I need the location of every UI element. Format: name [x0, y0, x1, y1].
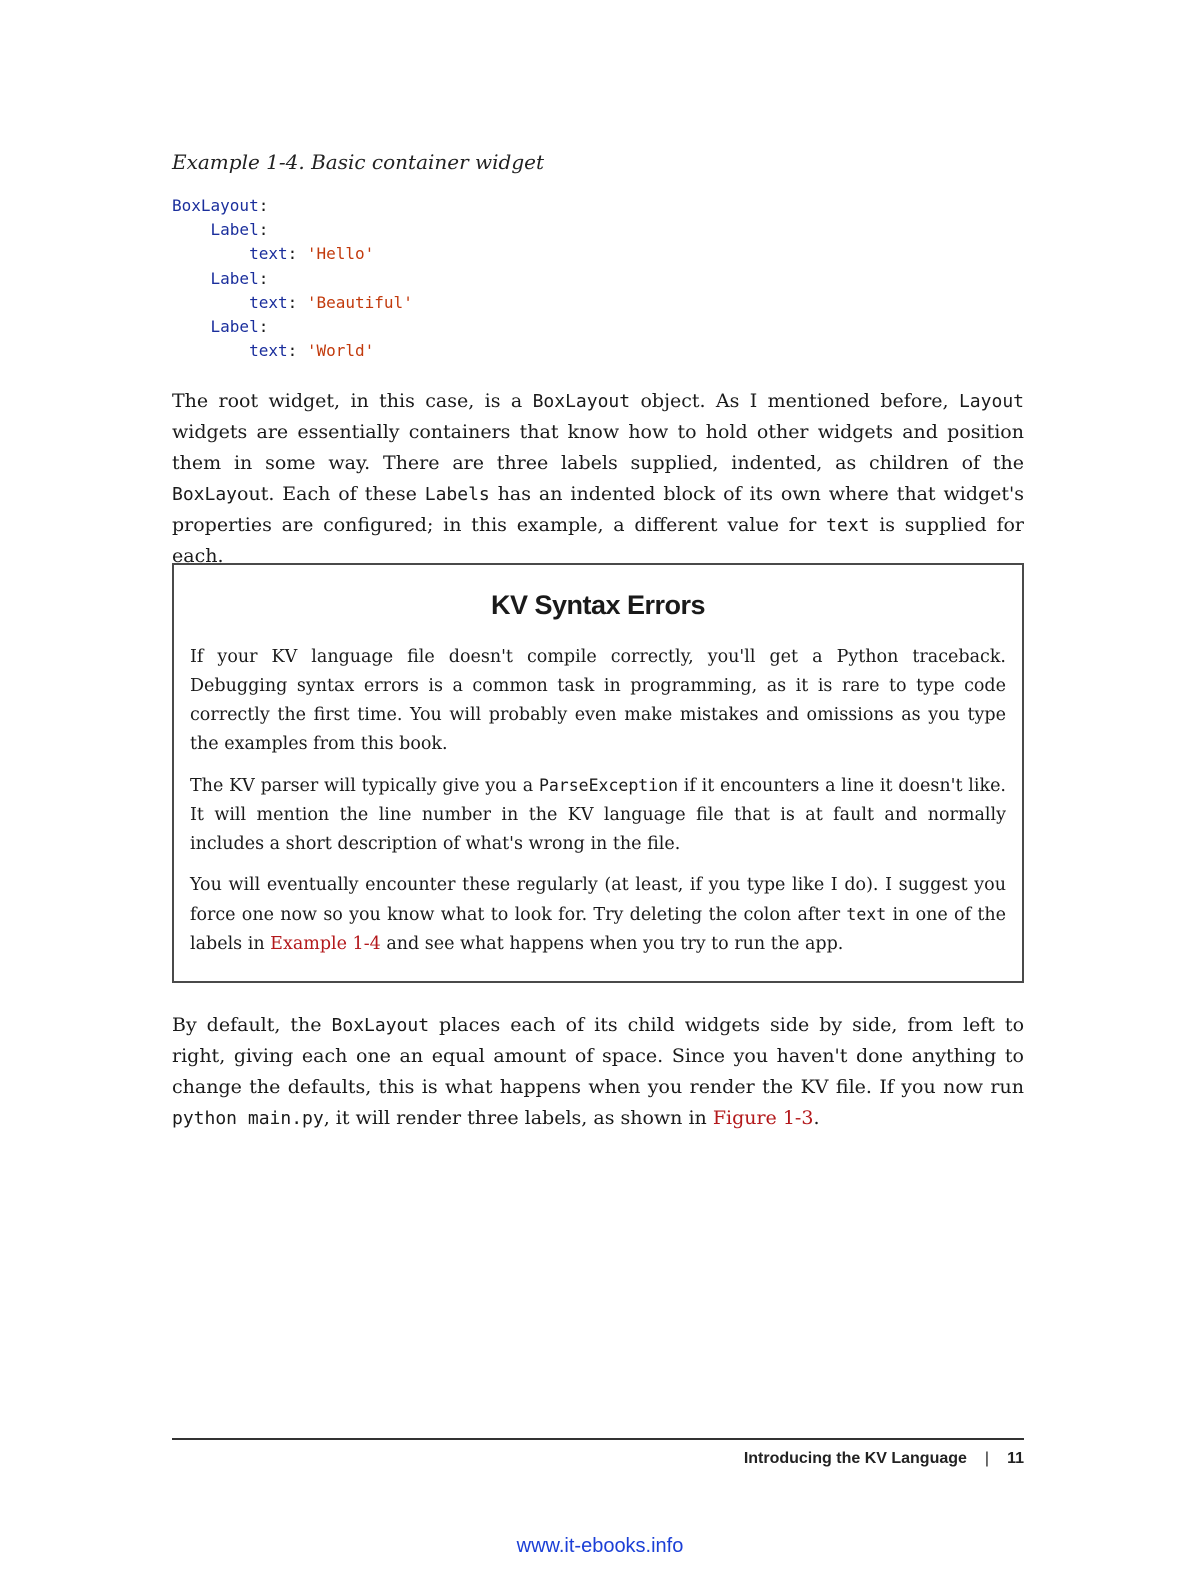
code-key: text [249, 292, 288, 312]
sidebar-title: KV Syntax Errors [490, 590, 706, 620]
example-link[interactable]: Example 1-4 [270, 934, 381, 954]
sidebar-paragraph-3: You will eventually encounter these regularly (at least, if you type like I do). I suggest you force one now so you know what to look for. Try deleting the colon after text in one of the labels in Example 1-4 and see what happens when you try to run the app. [190, 875, 1006, 954]
code-line: Label: [210, 268, 269, 288]
watermark-link[interactable]: www.it-ebooks.info [516, 1535, 684, 1557]
code-string: 'Beautiful' [306, 292, 413, 312]
example-caption: Example 1-4. Basic container widget [172, 150, 545, 174]
code-key: Label [210, 220, 259, 240]
body-paragraph-2: By default, the BoxLayout places each of its child widgets side by side, from left to right, giving each one an equal amount of space. Since you haven't done anything to change the defaults, this is what happens when you render the KV file. If you now run python main.py, it will render three labels, as shown in Figure 1-3. [172, 1014, 1025, 1129]
code-line: text: 'World' [249, 341, 375, 361]
code-key: Label [210, 317, 259, 337]
figure-link[interactable]: Figure 1-3 [712, 1107, 814, 1129]
footer-separator: | [984, 1450, 990, 1467]
code-block [172, 194, 413, 363]
page-number: 11 [1007, 1450, 1024, 1467]
code-string: 'Hello' [306, 244, 375, 264]
code-key: text [249, 244, 288, 264]
code-key: Label [210, 268, 259, 288]
code-key: BoxLayout [172, 196, 259, 215]
code-line: text: 'Hello' [249, 244, 375, 264]
sidebar-paragraph-1: If your KV language file doesn't compile correctly, you'll get a Python traceback. Debugging syntax errors is a common task in programming, as it is rare to type code correctly the first time. You will probably even make mistakes and omissions as you type the examples from this book. [190, 647, 1006, 754]
code-line: text: 'Beautiful' [249, 292, 413, 312]
sidebar-box [172, 563, 1024, 983]
body-paragraph-1: The root widget, in this case, is a BoxLayout object. As I mentioned before, Layout widgets are essentially containers that know how to hold other widgets and position them in some way. There are three labels supplied, indented, as children of the BoxLayout. Each of these Labels has an indented block of its own where that widget's properties are configured; in this example, a different value for text is supplied for each. [172, 390, 1024, 567]
code-key: text [249, 341, 288, 361]
chapter-title: Introducing the KV Language [743, 1450, 967, 1467]
running-footer [744, 1450, 1024, 1468]
code-line: Label: [210, 220, 269, 240]
code-line: BoxLayout: [172, 196, 269, 215]
sidebar-paragraph-2: The KV parser will typically give you a ParseException if it encounters a line it doesn't like. It will mention the line number in the KV language file that is at fault and normally includes a short description of what's wrong in the file. [190, 776, 1006, 854]
code-string: 'World' [306, 341, 375, 361]
code-line: Label: [210, 317, 269, 337]
footer-rule [172, 1438, 1024, 1440]
